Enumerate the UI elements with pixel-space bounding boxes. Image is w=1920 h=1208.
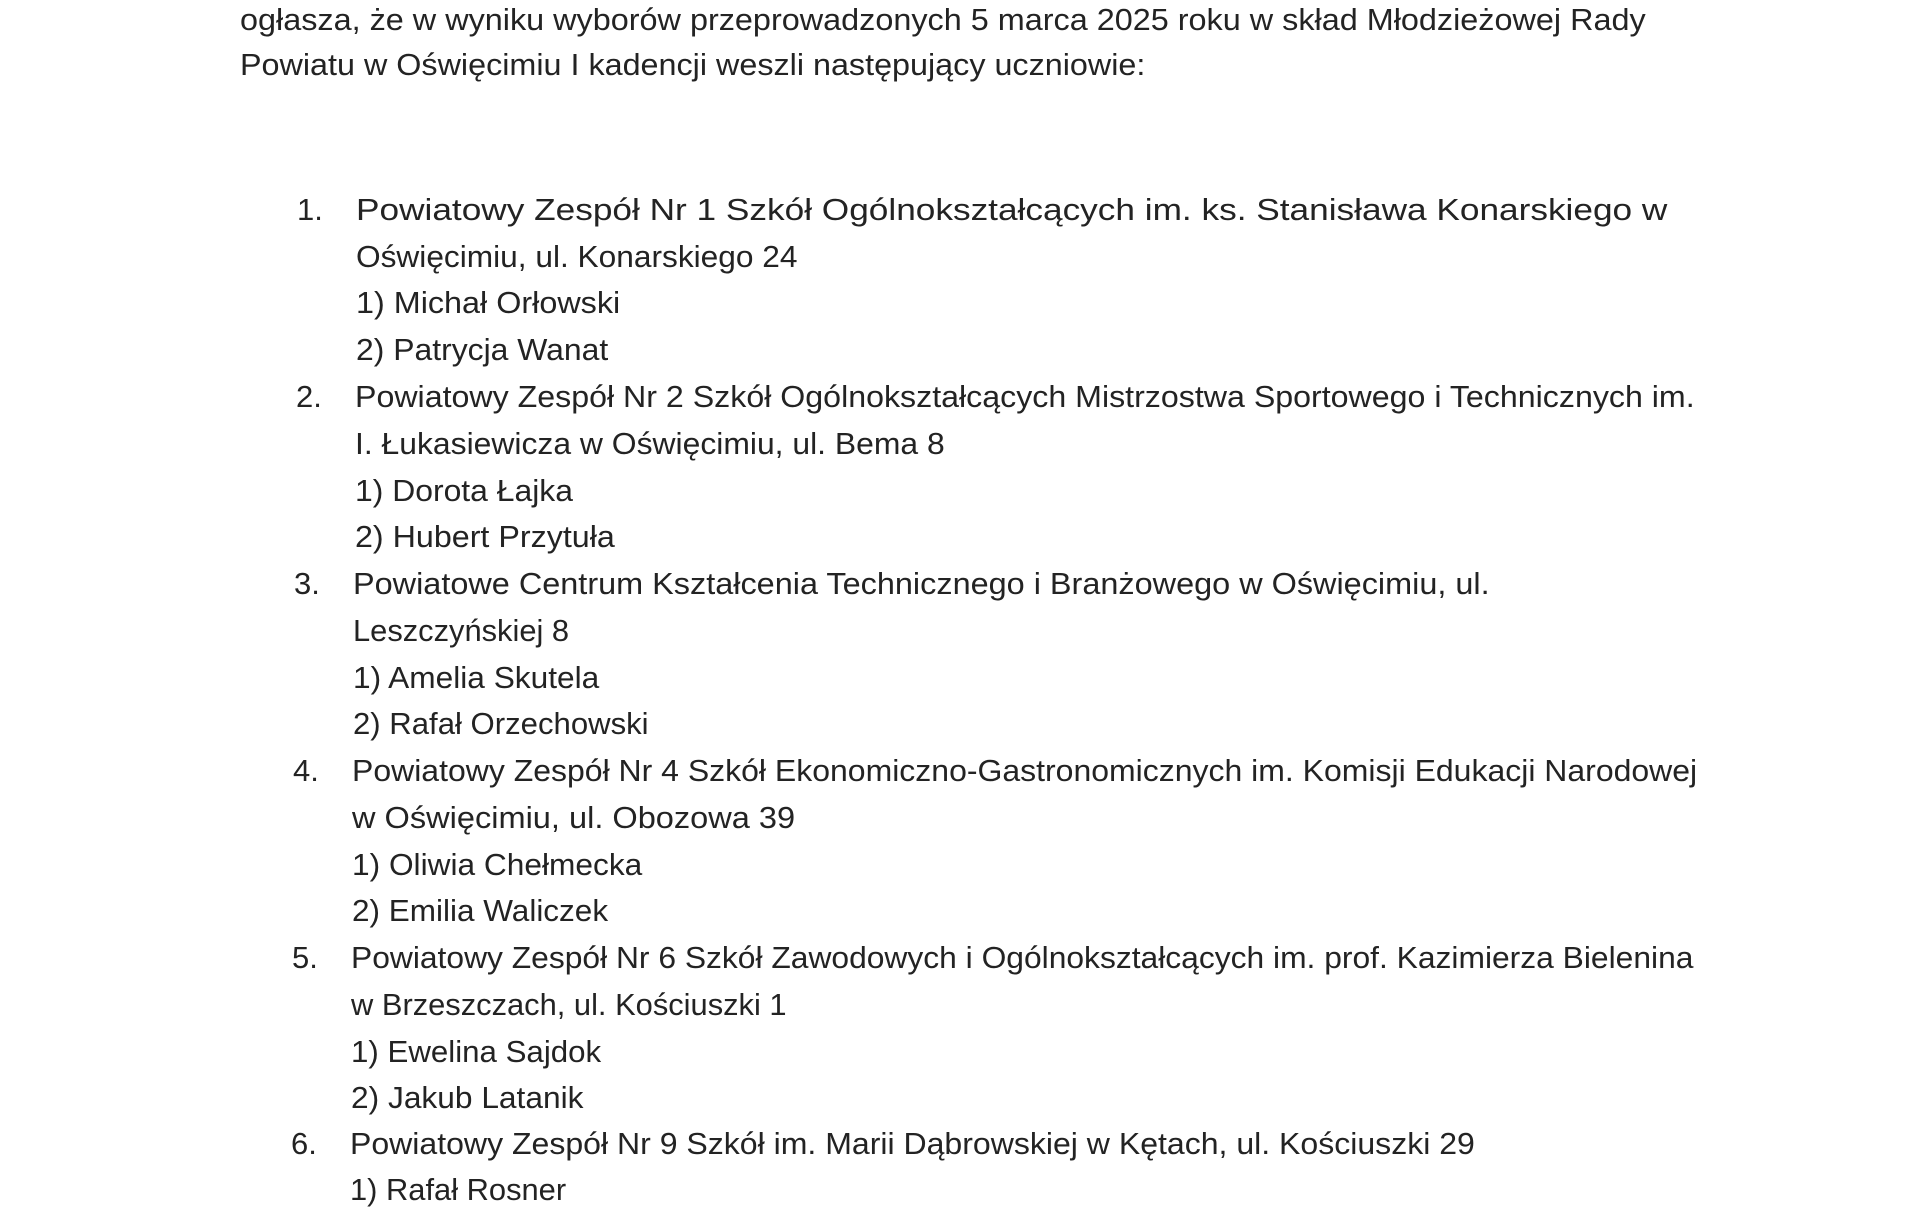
student-name: 2) Jakub Latanik bbox=[351, 1080, 584, 1115]
list-number: 5. bbox=[292, 940, 318, 975]
school-name-line: Oświęcimiu, ul. Konarskiego 24 bbox=[356, 239, 798, 274]
student-name: 2) Emilia Waliczek bbox=[352, 893, 609, 928]
student-name: 2) Rafał Orzechowski bbox=[353, 706, 649, 741]
school-name-line: Powiatowy Zespół Nr 6 Szkół Zawodowych i Ogólnokształcących im. prof. Kazimierza Bielenina bbox=[351, 940, 1694, 975]
school-name-line: I. Łukasiewicza w Oświęcimiu, ul. Bema 8 bbox=[355, 426, 945, 461]
school-name-line: Powiatowe Centrum Kształcenia Technicznego i Branżowego w Oświęcimiu, ul. bbox=[353, 566, 1490, 601]
list-number: 1. bbox=[297, 192, 323, 227]
student-name: 1) Dorota Łajka bbox=[355, 473, 573, 508]
student-name: 1) Rafał Rosner bbox=[350, 1172, 567, 1207]
school-name-line: Powiatowy Zespół Nr 9 Szkół im. Marii Dąbrowskiej w Kętach, ul. Kościuszki 29 bbox=[350, 1126, 1475, 1161]
student-name: 2) Patrycja Wanat bbox=[356, 332, 609, 367]
intro-line: Powiatu w Oświęcimiu I kadencji weszli następujący uczniowie: bbox=[240, 47, 1146, 82]
intro-line: ogłasza, że w wyniku wyborów przeprowadzonych 5 marca 2025 roku w skład Młodzieżowej Rady bbox=[240, 2, 1646, 37]
list-number: 3. bbox=[294, 566, 320, 601]
student-name: 1) Ewelina Sajdok bbox=[351, 1034, 602, 1069]
student-name: 1) Oliwia Chełmecka bbox=[352, 847, 643, 882]
school-name-line: Leszczyńskiej 8 bbox=[353, 613, 570, 648]
student-name: 1) Amelia Skutela bbox=[353, 660, 600, 695]
school-name-line: w Brzeszczach, ul. Kościuszki 1 bbox=[351, 987, 787, 1022]
list-number: 4. bbox=[293, 753, 319, 788]
student-name: 1) Michał Orłowski bbox=[356, 285, 621, 320]
list-number: 2. bbox=[296, 379, 322, 414]
school-name-line: Powiatowy Zespół Nr 4 Szkół Ekonomiczno-Gastronomicznych im. Komisji Edukacji Narodowej bbox=[352, 753, 1698, 788]
school-name-line: w Oświęcimiu, ul. Obozowa 39 bbox=[352, 800, 796, 835]
student-name: 2) Hubert Przytuła bbox=[355, 519, 615, 554]
list-number: 6. bbox=[291, 1126, 317, 1161]
school-name-line: Powiatowy Zespół Nr 2 Szkół Ogólnokształcących Mistrzostwa Sportowego i Technicznych im. bbox=[355, 379, 1695, 414]
school-name-line: Powiatowy Zespół Nr 1 Szkół Ogólnokształcących im. ks. Stanisława Konarskiego w bbox=[356, 192, 1668, 227]
